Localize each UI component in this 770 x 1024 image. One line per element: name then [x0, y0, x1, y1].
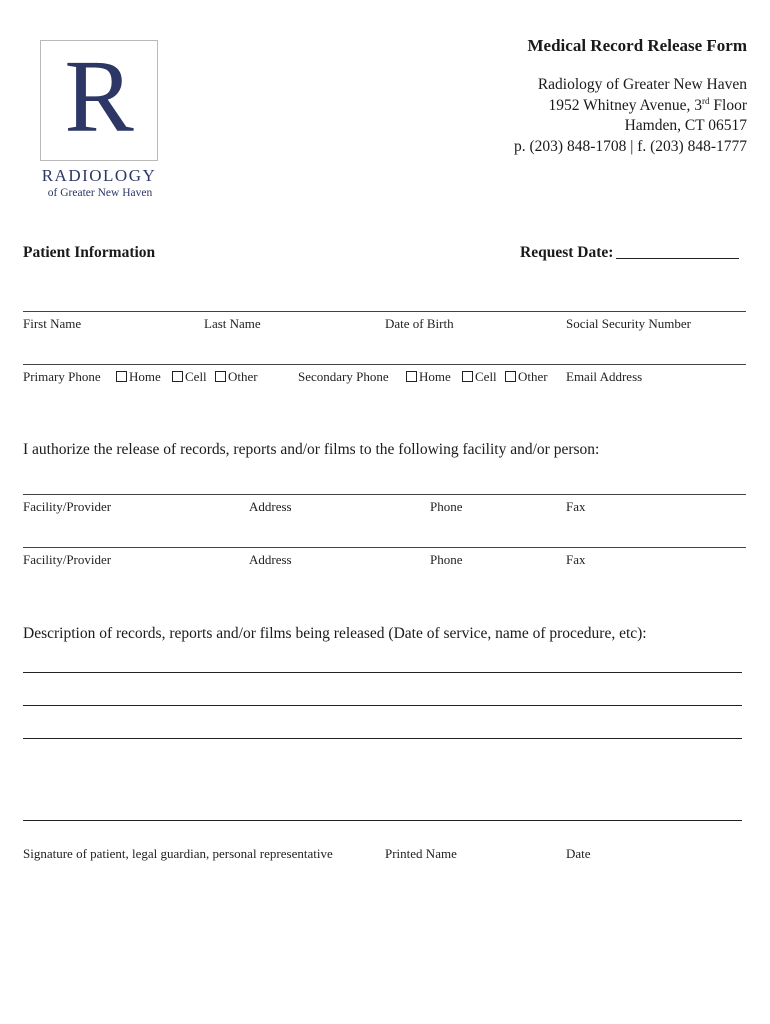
logo-letter: R — [64, 39, 134, 154]
logo-wordmark: RADIOLOGY — [41, 166, 157, 185]
facility1-fax-label: Fax — [566, 499, 586, 514]
logo-subtitle: of Greater New Haven — [47, 187, 153, 199]
org-city: Hamden, CT 06517 — [624, 117, 747, 134]
authorize-statement: I authorize the release of records, reports and/or films to the following facility and/or person: — [23, 441, 600, 458]
dob-label: Date of Birth — [385, 316, 454, 331]
patient-row2-line[interactable] — [23, 364, 746, 365]
first-name-label: First Name — [23, 316, 82, 331]
form-title: Medical Record Release Form — [527, 36, 747, 55]
signature-label: Signature of patient, legal guardian, personal representative — [23, 846, 333, 861]
primary-cell-label: Cell — [185, 369, 207, 384]
facility2-fax-label: Fax — [566, 552, 586, 567]
facility1-provider-label: Facility/Provider — [23, 499, 112, 514]
description-prompt: Description of records, reports and/or films being released (Date of service, name of procedure, etc): — [23, 625, 647, 642]
primary-home-checkbox[interactable] — [116, 371, 127, 382]
facility2-address-label: Address — [249, 552, 292, 567]
email-label: Email Address — [566, 369, 643, 384]
secondary-home-checkbox[interactable] — [406, 371, 417, 382]
secondary-other-checkbox[interactable] — [505, 371, 516, 382]
primary-cell-checkbox[interactable] — [172, 371, 183, 382]
signature-date-label: Date — [566, 846, 591, 861]
secondary-cell-checkbox[interactable] — [462, 371, 473, 382]
request-date-label: Request Date: — [520, 244, 614, 261]
facility1-phone-label: Phone — [430, 499, 463, 514]
facility1-line[interactable] — [23, 494, 746, 495]
org-address: 1952 Whitney Avenue, 3rd Floor — [548, 96, 747, 115]
secondary-phone-label: Secondary Phone — [298, 369, 389, 384]
signature-line[interactable] — [23, 820, 742, 821]
facility1-address-label: Address — [249, 499, 292, 514]
primary-phone-label: Primary Phone — [23, 369, 101, 384]
secondary-other-label: Other — [518, 369, 548, 384]
org-name: Radiology of Greater New Haven — [537, 76, 747, 93]
secondary-home-label: Home — [419, 369, 451, 384]
facility2-line[interactable] — [23, 547, 746, 548]
description-line-3[interactable] — [23, 738, 742, 739]
last-name-label: Last Name — [204, 316, 261, 331]
secondary-cell-label: Cell — [475, 369, 497, 384]
ssn-label: Social Security Number — [566, 316, 691, 331]
description-line-2[interactable] — [23, 705, 742, 706]
facility2-provider-label: Facility/Provider — [23, 552, 112, 567]
primary-other-label: Other — [228, 369, 258, 384]
patient-row1-line[interactable] — [23, 311, 746, 312]
primary-home-label: Home — [129, 369, 161, 384]
printed-name-label: Printed Name — [385, 846, 457, 861]
facility2-phone-label: Phone — [430, 552, 463, 567]
primary-other-checkbox[interactable] — [215, 371, 226, 382]
patient-info-heading: Patient Information — [23, 244, 156, 261]
org-phone: p. (203) 848-1708 | f. (203) 848-1777 — [514, 138, 747, 155]
request-date-field[interactable] — [616, 258, 739, 259]
description-line-1[interactable] — [23, 672, 742, 673]
